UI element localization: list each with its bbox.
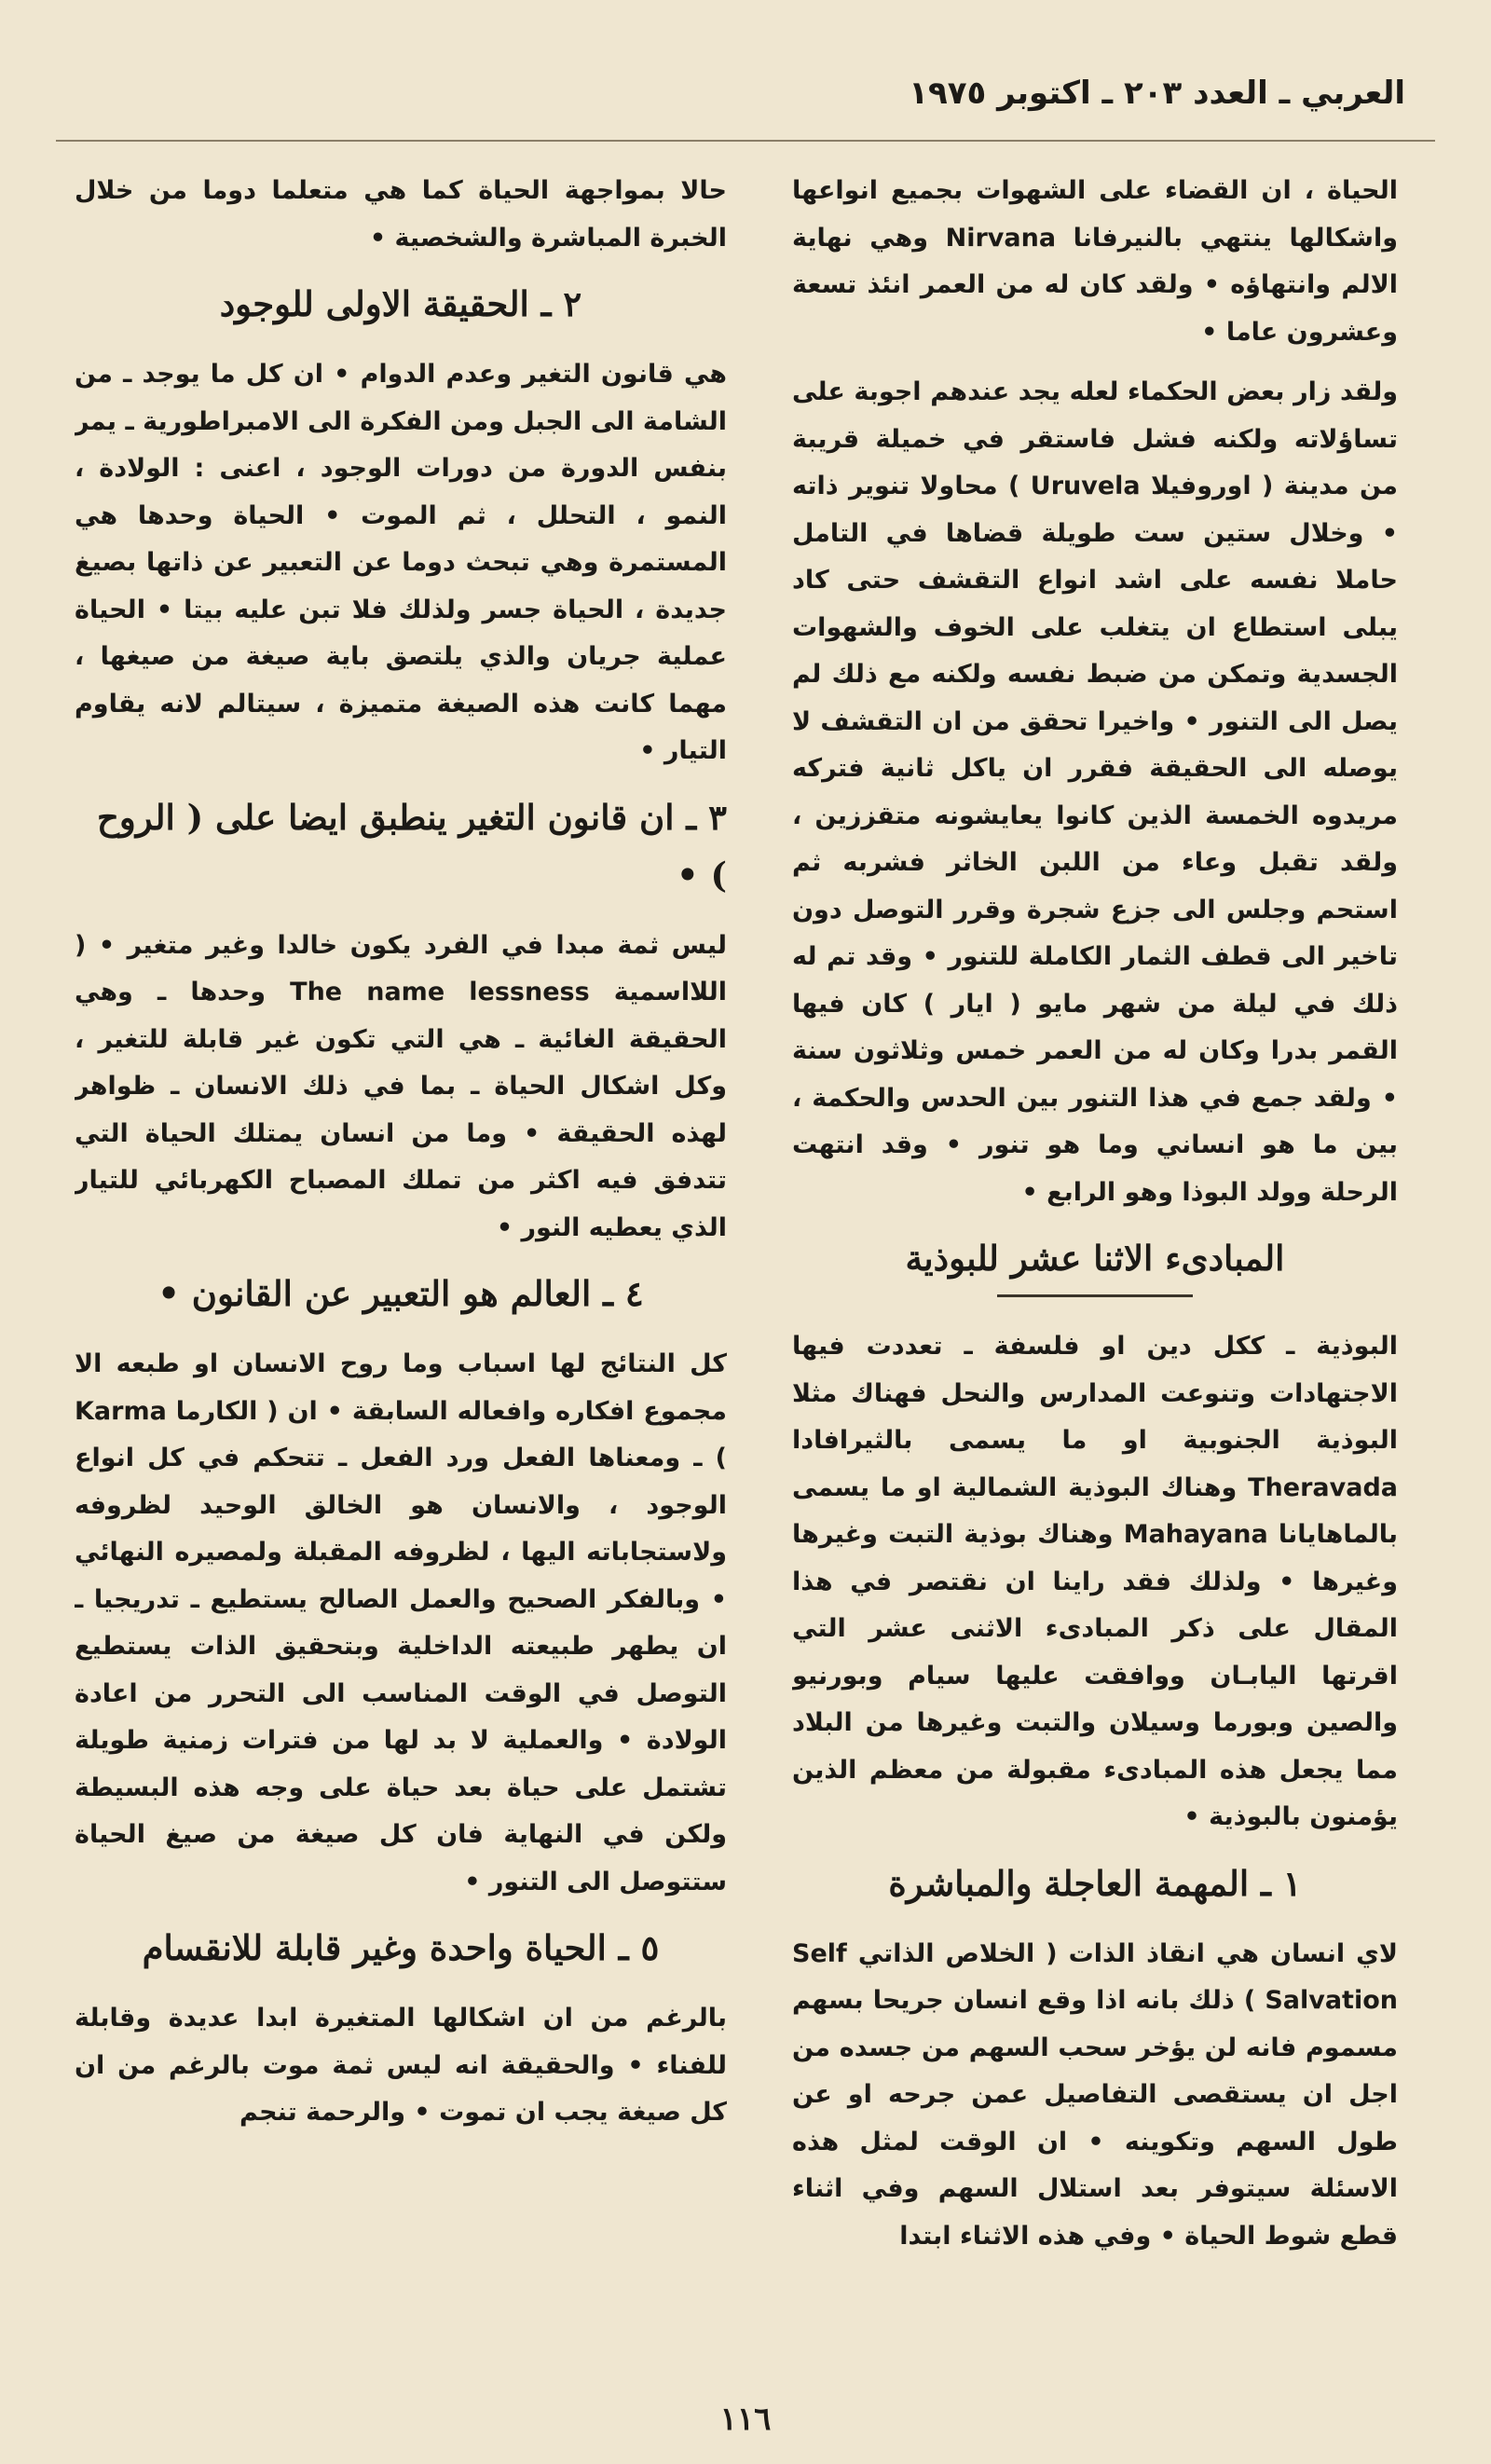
paragraph: البوذية ـ ككل دين او فلسفة ـ تعددت فيها الاجتهادات وتنوعت المدارس والنحل فهناك مثلا البوذية الجنوبية او ما يسمى بالثيرافادا Theravada وهناك البوذية الشمالية او ما يسمى بالماهايانا Mahayana وهناك بوذية التبت وغيرها وغيرها • ولذلك فقد راينا ان نقتصر في هذا المقال على ذكر المبادىء الاثنى عشر التي اقرتها اليابـان ووافقت عليها سيام وبورنيو والصين وبورما وسيلان والتبت وغيرها من البلاد مما يجعل هذه المبادىء مقبولة من معظم الذين يؤمنون بالبوذية •	[792, 1332, 1398, 1831]
running-head: العربي ـ العدد ٢٠٣ ـ اكتوبر ١٩٧٥	[909, 75, 1405, 112]
paragraph: الحياة ، ان القضاء على الشهوات بجميع انواعها واشكالها ينتهي بالنيرفانا Nirvana وهي نهاية الالم وانتهاؤه • ولقد كان له من العمر انئذ تسعة وعشرون عاما •	[792, 176, 1398, 347]
right-column	[792, 168, 1398, 2343]
heading-underline	[997, 1294, 1193, 1297]
paragraph: ولقد زار بعض الحكماء لعله يجد عندهم اجوبة على تساؤلاته ولكنه فشل فاستقر في خميلة قريبة من مدينة ( اوروفيلا Uruvela ) محاولا تنوير ذاته • وخلال ستين ست طويلة قضاها في التامل حاملا نفسه على اشد انواع التقشف حتى كاد يبلى استطاع ان يتغلب على الخوف والشهوات الجسدية وتمكن من ضبط نفسه ولكنه مع ذلك لم يصل الى التنور • واخيرا تحقق من ان التقشف لا يوصله الى الحقيقة فقرر ان ياكل ثانية فتركه مريدوه الخمسة الذين كانوا يعايشونه متقززين ، ولقد تقبل وعاء من اللبن الخاثر فشربه ثم استحم وجلس الى جزع شجرة وقرر التوصل دون تاخير الى قطف الثمار الكاملة للتنور • وقد تم له ذلك في ليلة من شهر مايو ( ايار ) كان فيها القمر بدرا وكان له من العمر خمس وثلاثون سنة • ولقد جمع في هذا التنور بين الحدس والحكمة ، بين ما هو انساني وما هو تنور • وقد انتهت الرحلة وولد البوذا وهو الرابع •	[792, 377, 1398, 1207]
section-heading: ٤ ـ العالم هو التعبير عن القانون •	[157, 1273, 644, 1314]
section-heading: المبادىء الاثنا عشر للبوذية	[905, 1238, 1285, 1279]
paragraph: ليس ثمة مبدا في الفرد يكون خالدا وغير متغير • ( اللااسمية The name lessness وحدها ـ وهي الحقيقة الغائية ـ هي التي تكون غير قابلة للتغير ، وكل اشكال الحياة ـ بما في ذلك الانسان ـ ظواهر لهذه الحقيقة • وما من انسان يمتلك الحياة التي تتدفق فيه اكثر من تملك المصباح الكهربائي للتيار الذي يعطيه النور •	[75, 930, 727, 1242]
paragraph: كل النتائج لها اسباب وما روح الانسان او طبعه الا مجموع افكاره وافعاله السابقة • ان ( الكارما Karma ) ـ ومعناها الفعل ورد الفعل ـ تتحكم في كل انواع الوجود ، والانسان هو الخالق الوحيد لظروفه ولاستجاباته اليها ، لظروفه المقبلة ولمصيره النهائي • وبالفكر الصحيح والعمل الصالح يستطيع ـ تدريجيا ـ ان يطهر طبيعته الداخلية وبتحقيق الذات يستطيع التوصل في الوقت المناسب الى التحرر من اعادة الولادة • والعملية لا بد لها من فترات زمنية طويلة تشتمل على حياة بعد حياة على وجه هذه البسيطة ولكن في النهاية فان كل صيغة من صيغ الحياة ستتوصل الى التنور •	[75, 1349, 727, 1896]
section-heading: ٢ ـ الحقيقة الاولى للوجود	[219, 283, 582, 324]
paragraph: بالرغم من ان اشكالها المتغيرة ابدا عديدة وقابلة للفناء • والحقيقة انه ليس ثمة موت بالرغم من ان كل صيغة يجب ان تموت • والرحمة تنجم	[75, 2004, 727, 2127]
paragraph: لاي انسان هي انقاذ الذات ( الخلاص الذاتي Self Salvation ) ذلك بانه اذا وقع انسان جريحا بسهم مسموم فانه لن يؤخر سحب السهم من جسده من اجل ان يستقصى التفاصيل عمن جرحه او عن طول السهم وتكوينه • ان الوقت لمثل هذه الاسئلة سيتوفر بعد استلال السهم وفي اثناء قطع شوط الحياة • وفي هذه الاثناء ابتدا	[792, 1938, 1398, 2251]
left-column	[75, 168, 727, 2343]
section-heading: ٣ ـ ان قانون التغير ينطبق ايضا على ( الروح ) •	[97, 796, 727, 896]
page-number: ١١٦	[719, 2401, 772, 2438]
section-heading: ١ ـ المهمة العاجلة والمباشرة	[888, 1862, 1302, 1904]
paragraph: هي قانون التغير وعدم الدوام • ان كل ما يوجد ـ من الشامة الى الجبل ومن الفكرة الى الامبراطورية ـ يمر بنفس الدورة من دورات الوجود ، اعنى : الولادة ، النمو ، التحلل ، ثم الموت • الحياة وحدها هي المستمرة وهي تبحث دوما عن التعبير عن ذاتها بصيغ جديدة ، الحياة جسر ولذلك فلا تبن عليه بيتا • الحياة عملية جريان والذي يلتصق باية صيغة من صيغها ، مهما كانت هذه الصيغة متميزة ، سيتالم لانه يقاوم التيار •	[75, 360, 727, 765]
paragraph: حالا بمواجهة الحياة كما هي متعلما دوما من خلال الخبرة المباشرة والشخصية •	[75, 176, 727, 253]
section-heading: ٥ ـ الحياة واحدة وغير قابلة للانقسام	[142, 1927, 660, 1968]
header-rule	[56, 140, 1435, 142]
